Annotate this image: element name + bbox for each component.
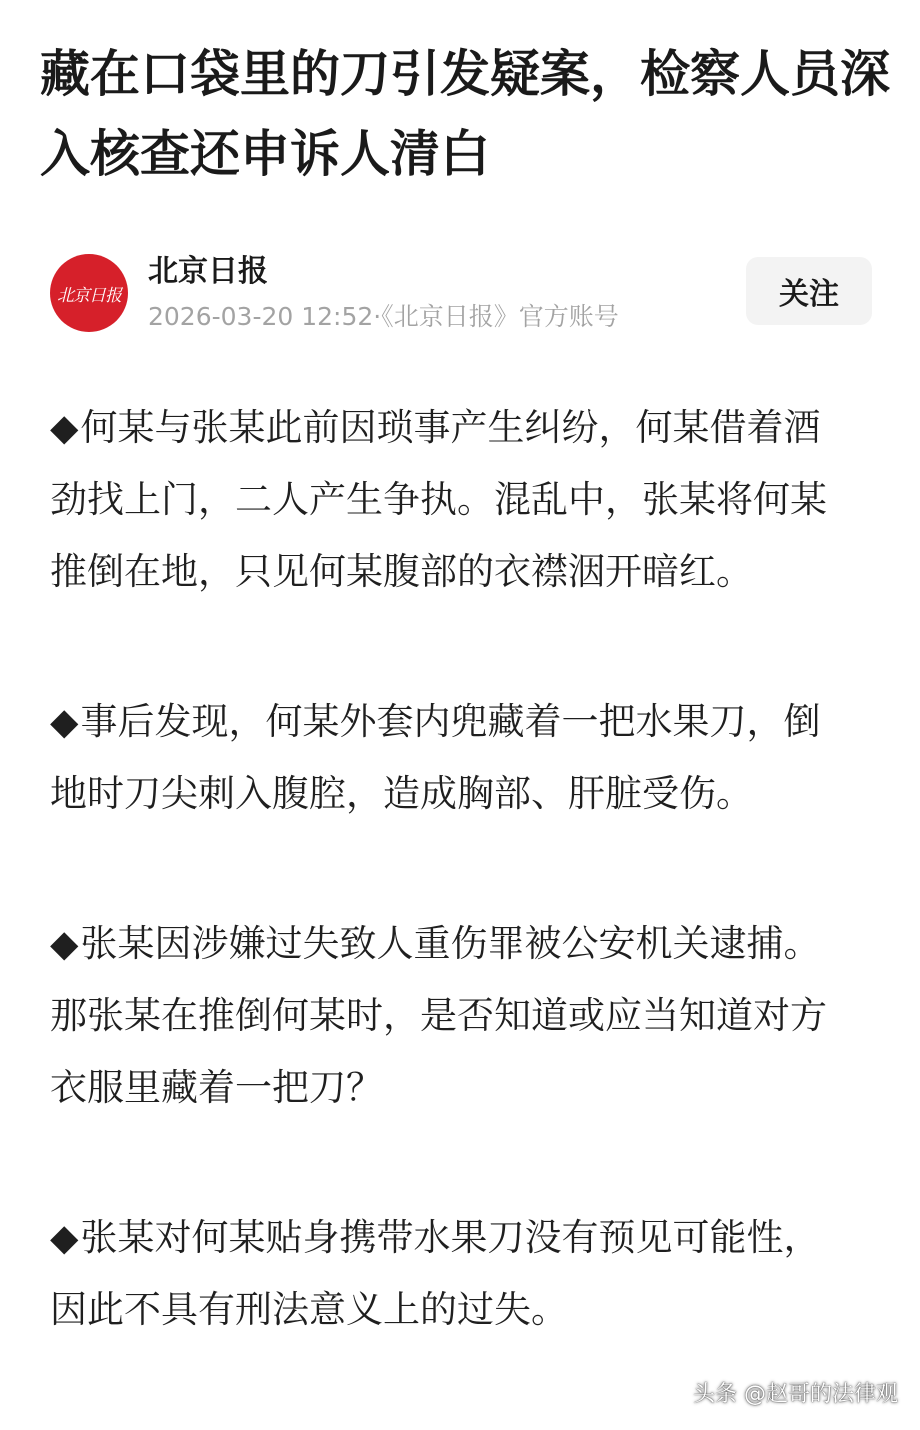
author-avatar[interactable] bbox=[50, 254, 128, 332]
watermark: 头条 @赵哥的法律观 bbox=[693, 1382, 898, 1407]
diamond-bullet-icon: ◆ bbox=[50, 700, 79, 743]
paragraph-text: 何某与张某此前因琐事产生纠纷，何某借着酒劲找上门，二人产生争执。混乱中，张某将何某推倒在地，只见何某腹部的衣襟洇开暗红。 bbox=[50, 406, 827, 593]
author-name[interactable]: 北京日报 bbox=[148, 254, 268, 289]
paragraph-1 bbox=[50, 392, 850, 608]
account-label: 《北京日报》官方账号 bbox=[381, 302, 619, 331]
paragraph-2 bbox=[50, 686, 850, 830]
article-meta bbox=[148, 300, 619, 334]
paragraph-3 bbox=[50, 908, 850, 1124]
paragraph-4 bbox=[50, 1202, 850, 1346]
diamond-bullet-icon: ◆ bbox=[50, 1216, 79, 1259]
article-title: 藏在口袋里的刀引发疑案，检察人员深入核查还申诉人清白 bbox=[40, 45, 890, 183]
publish-time: 2026-03-20 12:52 bbox=[148, 302, 374, 331]
author-row bbox=[50, 252, 872, 332]
paragraph-text: 张某对何某贴身携带水果刀没有预见可能性，因此不具有刑法意义上的过失。 bbox=[50, 1216, 821, 1331]
diamond-bullet-icon: ◆ bbox=[50, 406, 79, 449]
paragraph-text: 张某因涉嫌过失致人重伤罪被公安机关逮捕。那张某在推倒何某时，是否知道或应当知道对方衣服里藏着一把刀？ bbox=[50, 922, 827, 1109]
article-body bbox=[50, 392, 850, 1424]
avatar-logo-text: 北京日报 bbox=[57, 285, 121, 306]
diamond-bullet-icon: ◆ bbox=[50, 922, 79, 965]
paragraph-text: 事后发现，何某外套内兜藏着一把水果刀，倒地时刀尖刺入腹腔，造成胸部、肝脏受伤。 bbox=[50, 700, 821, 815]
meta-separator: · bbox=[373, 302, 382, 331]
follow-button[interactable]: 关注 bbox=[746, 257, 872, 325]
